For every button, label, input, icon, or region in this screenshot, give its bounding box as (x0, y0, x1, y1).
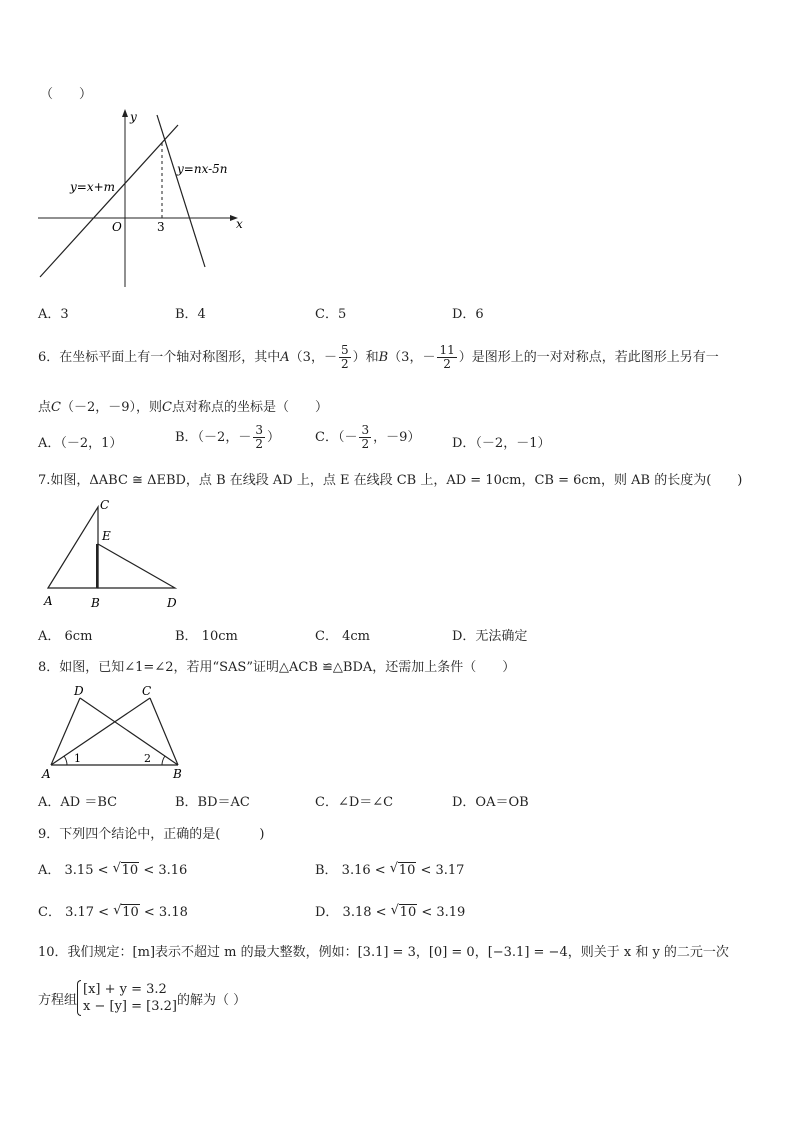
q10-eq2: x − [y] = [3.2] (83, 999, 177, 1014)
q7-label-a: A (44, 594, 53, 608)
q8-segment-db (80, 698, 178, 765)
q8-angle1-arc (64, 756, 67, 765)
q7-label-d: D (167, 596, 177, 610)
q7-option-b[interactable]: B． 10cm (175, 629, 238, 644)
q9-option-b[interactable]: B． 3.16 < √ 10 < 3.17 (315, 861, 465, 878)
q5-y-label: y (130, 110, 137, 124)
q5-line2-label: y=nx-5n (177, 162, 228, 176)
q6-line2: 点C（－2，－9），则C点对称点的坐标是（ ） (38, 400, 328, 415)
q8-option-c[interactable]: C．∠D＝∠C (315, 795, 394, 810)
q5-answer-paren: （ ） (40, 87, 93, 102)
q8-option-d[interactable]: D．OA＝OB (452, 795, 529, 810)
q8-label-a: A (42, 767, 51, 781)
q8-text: 8．如图，已知∠1=∠2，若用“SAS”证明△ACB ≌△BDA，还需加上条件（ ） (38, 660, 516, 675)
q10-system: 方程组 [x] + y = 3.2 x − [y] = [3.2] 的解为（ ） (38, 982, 247, 1014)
q9-option-c[interactable]: C． 3.17 < √ 10 < 3.18 (38, 903, 188, 920)
q7-figure (38, 495, 198, 613)
q5-tick-3: 3 (157, 220, 165, 234)
q9-option-a[interactable]: A． 3.15 < √ 10 < 3.16 (38, 861, 188, 878)
q7-triangle-abc (48, 507, 98, 588)
q5-line1 (40, 125, 178, 277)
q8-label-d: D (74, 684, 84, 698)
q8-label-c: C (142, 684, 152, 698)
q7-text: 7.如图，ΔABC ≅ ΔEBD，点 B 在线段 AD 上，点 E 在线段 CB 上，AD = 10cm，CB = 6cm，则 AB 的长度为( ) (38, 473, 743, 488)
q5-y-arrow (122, 109, 128, 117)
q10-brace (77, 980, 81, 1016)
q5-option-a[interactable]: A．3 (38, 307, 69, 322)
q8-label-2: 2 (144, 752, 151, 765)
q7-option-c[interactable]: C． 4cm (315, 629, 370, 644)
q5-x-label: x (236, 217, 243, 231)
q5-option-d[interactable]: D．6 (452, 307, 484, 322)
q8-option-b[interactable]: B．BD＝AC (175, 795, 250, 810)
q8-figure (38, 683, 198, 781)
q5-origin-label: O (112, 220, 122, 234)
q7-option-d[interactable]: D．无法确定 (452, 629, 528, 644)
q5-line1-label: y=x+m (70, 180, 116, 194)
q5-line2 (157, 115, 205, 267)
q5-graph (30, 105, 260, 290)
q6-option-a[interactable]: A．（－2，1） (38, 436, 123, 451)
q5-option-c[interactable]: C．5 (315, 307, 347, 322)
q7-option-a[interactable]: A． 6cm (38, 629, 93, 644)
q9-option-d[interactable]: D． 3.18 < √ 10 < 3.19 (315, 903, 466, 920)
q8-angle2-arc (162, 756, 165, 765)
q6-frac-b: $\frac{11}{2}$ (439, 343, 455, 371)
q6-option-b[interactable]: B．（－2，－ $\frac{3}{2}$ ） (175, 423, 280, 451)
q8-label-1: 1 (74, 752, 81, 765)
q6-frac-a: $\frac{5}{2}$ (340, 343, 349, 371)
q6-line1: 6．在坐标平面上有一个轴对称图形，其中A（3，－ $\frac{5}{2}$ ）和B（3，－ $\frac{11}{2}$ ）是图形上的一对对称点，若此图形上另有一 (38, 343, 719, 371)
q8-option-a[interactable]: A．AD ＝BC (38, 795, 118, 810)
q7-label-b: B (91, 596, 100, 610)
q7-label-e: E (102, 529, 111, 543)
q6-option-d[interactable]: D．（－2，－1） (452, 436, 551, 451)
q9-text: 9．下列四个结论中，正确的是( ) (38, 827, 265, 842)
q10-eq1: [x] + y = 3.2 (83, 982, 167, 997)
q8-label-b: B (173, 767, 182, 781)
q10-text: 10．我们规定：[m]表示不超过 m 的最大整数，例如：[3.1] = 3，[0] = 0，[−3.1] = −4，则关于 x 和 y 的二元一次 (38, 945, 729, 960)
q7-triangle-ebd (98, 544, 175, 588)
q5-option-b[interactable]: B．4 (175, 307, 206, 322)
q7-label-c: C (100, 498, 110, 512)
q6-option-c[interactable]: C．（－ $\frac{3}{2}$ ，－9） (315, 423, 421, 451)
